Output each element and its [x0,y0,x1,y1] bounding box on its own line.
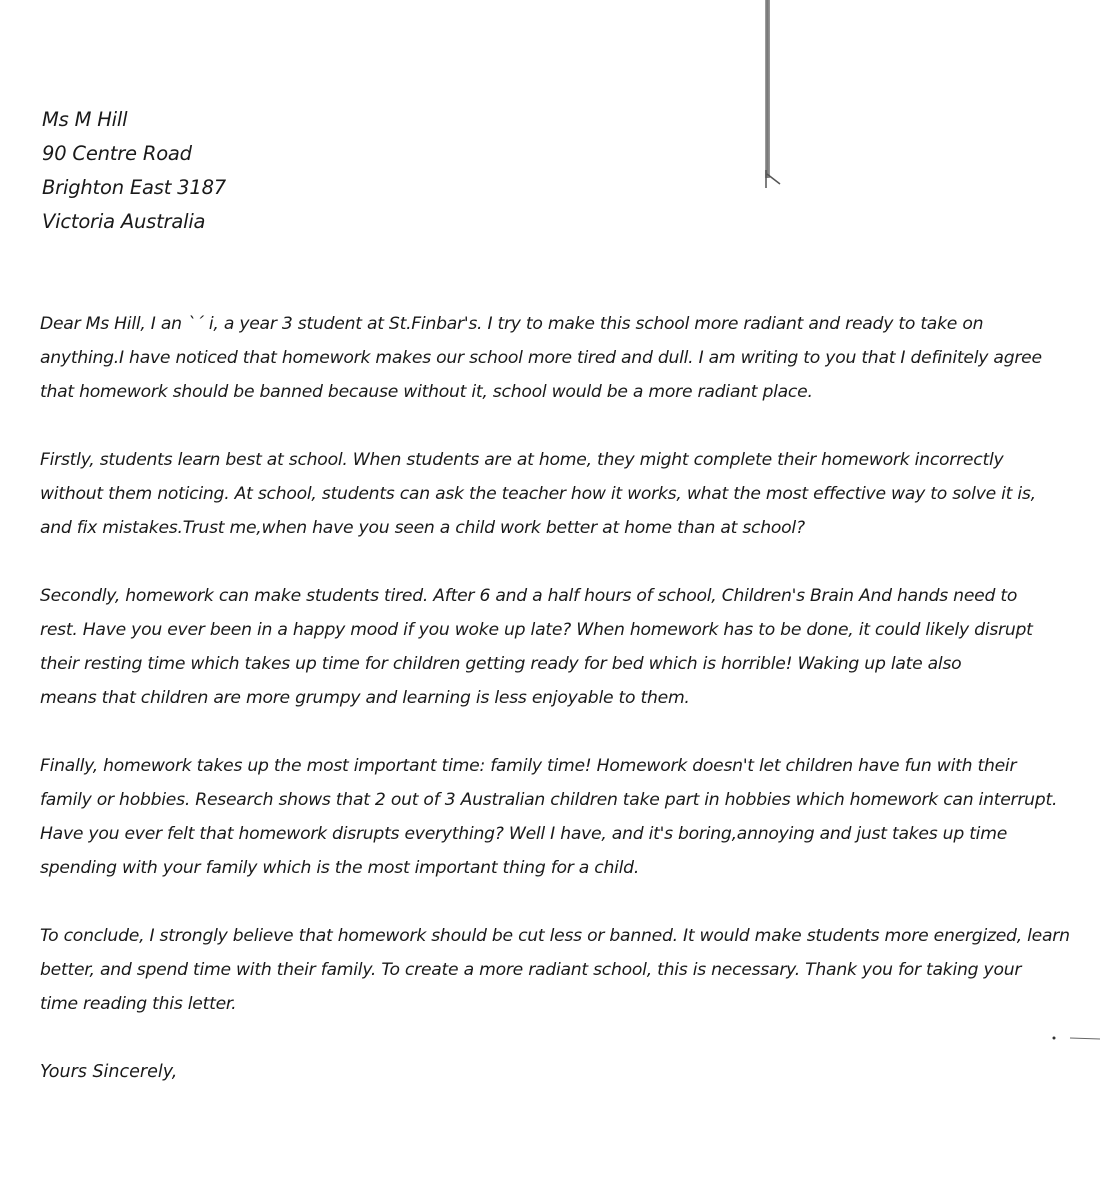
recipient-address [42,103,226,239]
recipient-name: Ms M Hill [42,108,128,131]
paragraph-line: that homework should be banned because without it, school would be a more radiant place. [40,382,813,402]
finally-paragraph [40,749,1080,885]
letter-closing: Yours Sincerely, [40,1062,178,1082]
paragraph-line: without them noticing. At school, students can ask the teacher how it works, what the most effective way to solve it is, [40,484,1036,504]
letter-body [40,307,1080,1055]
recipient-region: Victoria Australia [42,210,206,233]
paragraph-line: Have you ever felt that homework disrupts everything? Well I have, and it's boring,annoying and just takes up time [40,824,1008,844]
paragraph-line: means that children are more grumpy and learning is less enjoyable to them. [40,688,690,708]
paragraph-line: and fix mistakes.Trust me,when have you seen a child work better at home than at school? [40,518,805,538]
recipient-street: 90 Centre Road [42,142,192,165]
paragraph-line: time reading this letter. [40,994,237,1014]
paragraph-line: better, and spend time with their family. To create a more radiant school, this is necessary. Thank you for taking your [40,960,1022,980]
paragraph-line: Finally, homework takes up the most important time: family time! Homework doesn't let children have fun with their [40,756,1017,776]
paragraph-line: Secondly, homework can make students tired. After 6 and a half hours of school, Children's Brain And hands need to [40,586,1018,606]
paragraph-line: rest. Have you ever been in a happy mood if you woke up late? When homework has to be done, it could likely disrupt [40,620,1033,640]
secondly-paragraph [40,579,1080,715]
paragraph-line: Firstly, students learn best at school. When students are at home, they might complete their homework incorrectly [40,450,1004,470]
scan-artifact-line [765,0,770,178]
paragraph-line: anything.I have noticed that homework makes our school more tired and dull. I am writing to you that I definitely agree [40,348,1042,368]
paragraph-line: Dear Ms Hill, I an ˋˊ i, a year 3 student at St.Finbar's. I try to make this school more radiant and ready to take on [40,314,984,334]
paragraph-line: family or hobbies. Research shows that 2 out of 3 Australian children take part in hobbies which homework can interrupt. [40,790,1058,810]
conclusion-paragraph [40,919,1080,1021]
paragraph-line: spending with your family which is the most important thing for a child. [40,858,640,878]
intro-paragraph [40,307,1080,409]
paragraph-line: their resting time which takes up time for children getting ready for bed which is horrible! Waking up late also [40,654,962,674]
firstly-paragraph [40,443,1080,545]
scan-artifact-tail [764,168,784,190]
paragraph-line: To conclude, I strongly believe that homework should be cut less or banned. It would make students more energized, learn [40,926,1070,946]
recipient-suburb: Brighton East 3187 [42,176,226,199]
